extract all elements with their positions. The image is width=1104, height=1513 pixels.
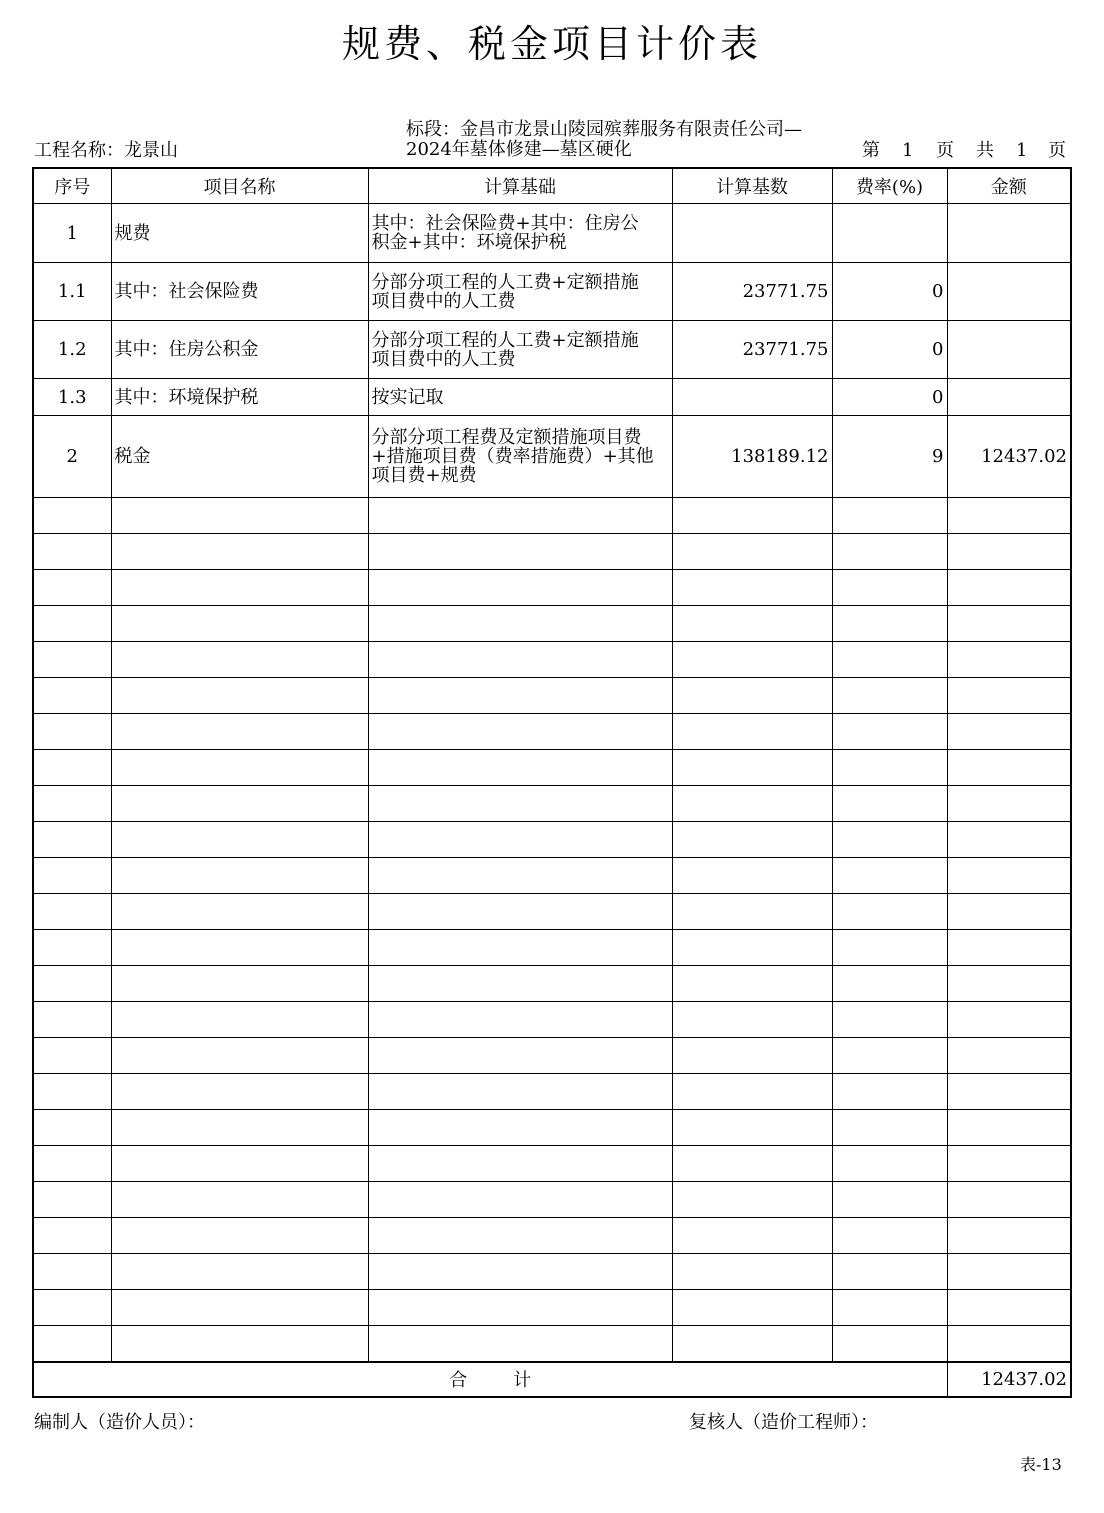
empty-cell: [672, 498, 832, 534]
table-row: [33, 379, 1071, 416]
empty-cell: [947, 1002, 1071, 1038]
cell-no: 1: [33, 204, 111, 263]
empty-cell: [832, 966, 947, 1002]
empty-cell: [111, 822, 368, 858]
empty-cell: [672, 1218, 832, 1254]
cell-rate: 0: [832, 321, 947, 379]
table-header-row: [33, 168, 1071, 204]
empty-cell: [111, 1146, 368, 1182]
empty-cell: [947, 750, 1071, 786]
empty-row: [33, 606, 1071, 642]
empty-row: [33, 1074, 1071, 1110]
empty-cell: [111, 750, 368, 786]
empty-cell: [111, 606, 368, 642]
empty-row: [33, 678, 1071, 714]
empty-cell: [672, 750, 832, 786]
empty-row: [33, 1038, 1071, 1074]
empty-cell: [33, 1038, 111, 1074]
empty-row: [33, 858, 1071, 894]
total-row: [33, 1362, 1071, 1397]
empty-cell: [33, 822, 111, 858]
empty-cell: [672, 642, 832, 678]
empty-cell: [111, 1038, 368, 1074]
empty-cell: [33, 1254, 111, 1290]
total-label-b: 计: [513, 1370, 532, 1391]
cell-amount: [947, 263, 1071, 321]
cell-amount: [947, 321, 1071, 379]
empty-cell: [947, 678, 1071, 714]
cell-amount: 12437.02: [947, 416, 1071, 498]
empty-cell: [672, 606, 832, 642]
basis-line: +措施项目费（费率措施费）+其他: [371, 446, 654, 467]
empty-cell: [947, 714, 1071, 750]
empty-cell: [672, 786, 832, 822]
empty-cell: [111, 1218, 368, 1254]
empty-cell: [832, 1146, 947, 1182]
total-amount: 12437.02: [947, 1362, 1071, 1397]
empty-cell: [947, 1326, 1071, 1362]
basis-line: 项目费中的人工费: [371, 348, 516, 370]
empty-cell: [111, 534, 368, 570]
empty-cell: [368, 498, 672, 534]
empty-cell: [368, 678, 672, 714]
empty-cell: [111, 1254, 368, 1290]
empty-cell: [672, 858, 832, 894]
basis-line: 其中：社会保险费+其中：住房公: [371, 213, 639, 234]
table-row: [33, 321, 1071, 379]
empty-cell: [947, 1182, 1071, 1218]
basis-line: 分部分项工程的人工费+定额措施: [371, 329, 639, 351]
empty-cell: [947, 930, 1071, 966]
table-row: [33, 263, 1071, 321]
empty-row: [33, 714, 1071, 750]
table-row: [33, 416, 1071, 498]
cell-basis: [368, 263, 672, 321]
empty-row: [33, 534, 1071, 570]
basis-line: 积金+其中：环境保护税: [371, 232, 567, 253]
empty-cell: [672, 1182, 832, 1218]
empty-cell: [33, 966, 111, 1002]
cell-basis: [368, 416, 672, 498]
empty-cell: [33, 1326, 111, 1362]
cell-amount: [947, 204, 1071, 263]
page-total: 1: [1016, 140, 1028, 161]
bid-section-line-2: 2024年墓体修建—墓区硬化: [406, 139, 632, 160]
empty-cell: [111, 642, 368, 678]
col-header-basis: 计算基础: [368, 168, 672, 204]
empty-cell: [33, 1218, 111, 1254]
empty-row: [33, 822, 1071, 858]
empty-cell: [672, 1074, 832, 1110]
empty-cell: [832, 1110, 947, 1146]
empty-cell: [832, 1254, 947, 1290]
empty-row: [33, 1182, 1071, 1218]
empty-cell: [368, 714, 672, 750]
empty-cell: [832, 678, 947, 714]
col-header-base: 计算基数: [672, 168, 832, 204]
empty-cell: [832, 786, 947, 822]
empty-cell: [672, 1110, 832, 1146]
empty-cell: [33, 570, 111, 606]
empty-row: [33, 1146, 1071, 1182]
empty-cell: [368, 1002, 672, 1038]
empty-cell: [33, 678, 111, 714]
page-title: 规费、税金项目计价表: [341, 22, 762, 66]
empty-cell: [832, 606, 947, 642]
preparer-label: 编制人（造价人员）：: [34, 1412, 205, 1433]
empty-cell: [672, 1254, 832, 1290]
empty-cell: [672, 894, 832, 930]
cell-basis: [368, 204, 672, 263]
col-header-amount: 金额: [947, 168, 1071, 204]
page-number: 1: [902, 140, 914, 161]
empty-cell: [33, 930, 111, 966]
empty-row: [33, 750, 1071, 786]
cell-base: 23771.75: [672, 263, 832, 321]
empty-cell: [947, 498, 1071, 534]
empty-cell: [33, 1110, 111, 1146]
empty-cell: [832, 750, 947, 786]
reviewer-label: 复核人（造价工程师）：: [689, 1412, 878, 1433]
empty-cell: [832, 1002, 947, 1038]
cell-rate: 0: [832, 379, 947, 416]
cell-name: 其中：住房公积金: [111, 321, 368, 379]
cell-basis: 按实记取: [368, 379, 672, 416]
empty-cell: [368, 1326, 672, 1362]
basis-line: 分部分项工程的人工费+定额措施: [371, 271, 639, 293]
page-ye-2: 页: [1048, 140, 1066, 161]
basis-line: 分部分项工程费及定额措施项目费: [371, 427, 642, 448]
empty-cell: [368, 1254, 672, 1290]
empty-cell: [832, 1218, 947, 1254]
col-header-name: 项目名称: [111, 168, 368, 204]
empty-cell: [832, 1290, 947, 1326]
empty-cell: [672, 1002, 832, 1038]
empty-cell: [672, 966, 832, 1002]
empty-row: [33, 1002, 1071, 1038]
empty-cell: [33, 714, 111, 750]
empty-cell: [672, 1146, 832, 1182]
empty-cell: [33, 498, 111, 534]
empty-cell: [33, 1146, 111, 1182]
cell-no: 2: [33, 416, 111, 498]
page-di: 第: [862, 140, 880, 161]
empty-cell: [368, 750, 672, 786]
empty-cell: [111, 678, 368, 714]
empty-cell: [832, 1326, 947, 1362]
empty-row: [33, 894, 1071, 930]
cell-rate: 9: [832, 416, 947, 498]
empty-cell: [111, 1110, 368, 1146]
empty-cell: [368, 822, 672, 858]
empty-cell: [832, 822, 947, 858]
empty-cell: [111, 858, 368, 894]
empty-cell: [672, 1038, 832, 1074]
page-gong: 共: [976, 140, 994, 161]
empty-cell: [672, 714, 832, 750]
empty-row: [33, 1254, 1071, 1290]
empty-cell: [947, 1110, 1071, 1146]
empty-cell: [111, 1182, 368, 1218]
empty-cell: [832, 930, 947, 966]
empty-cell: [947, 570, 1071, 606]
empty-cell: [111, 1002, 368, 1038]
empty-cell: [368, 786, 672, 822]
empty-cell: [368, 1146, 672, 1182]
empty-cell: [947, 1290, 1071, 1326]
empty-cell: [111, 498, 368, 534]
page-ye: 页: [936, 140, 954, 161]
empty-cell: [672, 1326, 832, 1362]
empty-cell: [111, 1326, 368, 1362]
empty-cell: [832, 534, 947, 570]
empty-row: [33, 1290, 1071, 1326]
cell-amount: [947, 379, 1071, 416]
cell-rate: 0: [832, 263, 947, 321]
empty-row: [33, 966, 1071, 1002]
empty-cell: [947, 894, 1071, 930]
empty-cell: [947, 966, 1071, 1002]
bid-section-label: [406, 120, 846, 160]
empty-cell: [832, 894, 947, 930]
empty-cell: [33, 1002, 111, 1038]
col-header-no: 序号: [33, 168, 111, 204]
basis-line: 项目费+规费: [371, 465, 477, 486]
empty-cell: [368, 606, 672, 642]
empty-cell: [947, 606, 1071, 642]
empty-cell: [947, 534, 1071, 570]
empty-cell: [33, 894, 111, 930]
empty-cell: [111, 1074, 368, 1110]
fee-table: [32, 167, 1072, 1398]
empty-cell: [33, 1290, 111, 1326]
cell-base: [672, 379, 832, 416]
empty-cell: [368, 930, 672, 966]
empty-cell: [111, 930, 368, 966]
empty-cell: [832, 714, 947, 750]
empty-row: [33, 1326, 1071, 1362]
empty-cell: [947, 858, 1071, 894]
bid-section-line-1: 标段：金昌市龙景山陵园殡葬服务有限责任公司—: [406, 119, 802, 140]
empty-cell: [368, 534, 672, 570]
empty-cell: [368, 1182, 672, 1218]
empty-cell: [832, 498, 947, 534]
empty-cell: [33, 1074, 111, 1110]
empty-cell: [832, 642, 947, 678]
cell-no: 1.3: [33, 379, 111, 416]
empty-cell: [111, 714, 368, 750]
empty-cell: [33, 858, 111, 894]
project-name-label: 工程名称：龙景山: [34, 140, 178, 161]
cell-name: 规费: [111, 204, 368, 263]
empty-cell: [947, 786, 1071, 822]
empty-cell: [672, 678, 832, 714]
cell-no: 1.1: [33, 263, 111, 321]
empty-row: [33, 498, 1071, 534]
empty-cell: [368, 642, 672, 678]
empty-cell: [368, 1038, 672, 1074]
cell-base: 138189.12: [672, 416, 832, 498]
empty-row: [33, 930, 1071, 966]
total-label-a: 合: [449, 1370, 468, 1391]
empty-cell: [33, 534, 111, 570]
empty-cell: [947, 1254, 1071, 1290]
empty-cell: [33, 606, 111, 642]
form-number: 表-13: [1020, 1455, 1062, 1474]
empty-cell: [672, 822, 832, 858]
empty-cell: [33, 750, 111, 786]
empty-cell: [111, 894, 368, 930]
empty-cell: [33, 786, 111, 822]
empty-row: [33, 1110, 1071, 1146]
empty-row: [33, 642, 1071, 678]
empty-cell: [832, 1182, 947, 1218]
empty-cell: [111, 1290, 368, 1326]
empty-cell: [672, 570, 832, 606]
empty-cell: [111, 570, 368, 606]
empty-cell: [672, 1290, 832, 1326]
empty-cell: [33, 642, 111, 678]
empty-cell: [368, 1218, 672, 1254]
cell-base: [672, 204, 832, 263]
empty-cell: [368, 1110, 672, 1146]
cell-no: 1.2: [33, 321, 111, 379]
empty-cell: [368, 894, 672, 930]
empty-cell: [111, 966, 368, 1002]
empty-cell: [111, 786, 368, 822]
total-label: [33, 1362, 947, 1397]
empty-row: [33, 786, 1071, 822]
empty-cell: [947, 1038, 1071, 1074]
empty-row: [33, 570, 1071, 606]
empty-cell: [368, 1290, 672, 1326]
cell-rate: [832, 204, 947, 263]
empty-cell: [672, 534, 832, 570]
cell-basis: [368, 321, 672, 379]
empty-cell: [947, 1146, 1071, 1182]
empty-cell: [33, 1182, 111, 1218]
empty-cell: [368, 1074, 672, 1110]
basis-line: 项目费中的人工费: [371, 290, 516, 312]
cell-base: 23771.75: [672, 321, 832, 379]
empty-cell: [947, 642, 1071, 678]
col-header-rate: 费率(%): [832, 168, 947, 204]
cell-name: 其中：社会保险费: [111, 263, 368, 321]
empty-cell: [832, 1074, 947, 1110]
empty-cell: [368, 570, 672, 606]
empty-cell: [368, 966, 672, 1002]
table-row: [33, 204, 1071, 263]
empty-cell: [672, 930, 832, 966]
empty-cell: [947, 1074, 1071, 1110]
cell-name: 其中：环境保护税: [111, 379, 368, 416]
empty-cell: [832, 858, 947, 894]
empty-cell: [832, 1038, 947, 1074]
empty-cell: [947, 822, 1071, 858]
empty-cell: [947, 1218, 1071, 1254]
cell-name: 税金: [111, 416, 368, 498]
empty-cell: [368, 858, 672, 894]
empty-row: [33, 1218, 1071, 1254]
empty-cell: [832, 570, 947, 606]
